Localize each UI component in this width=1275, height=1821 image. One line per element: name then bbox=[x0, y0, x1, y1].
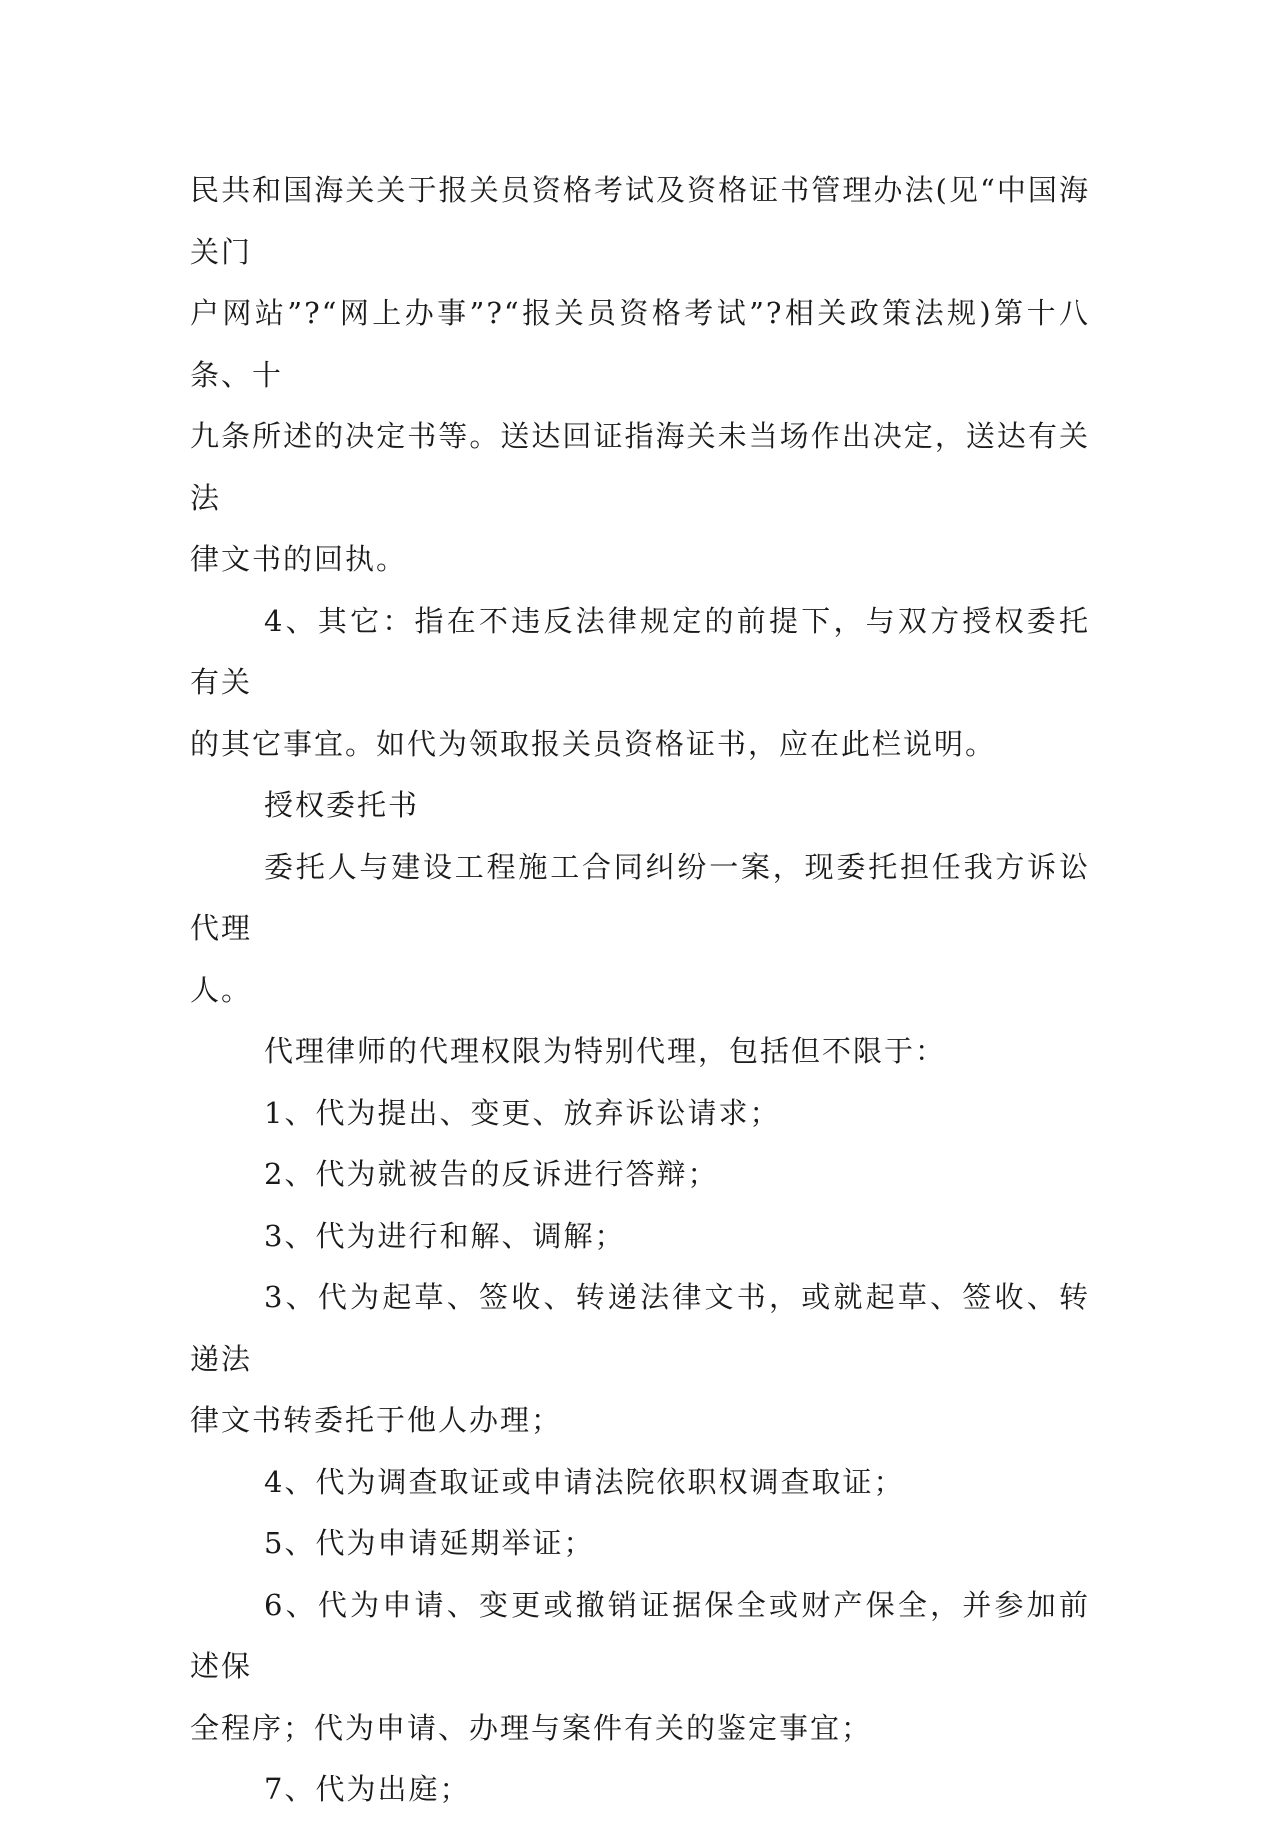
paragraph-other-matters bbox=[190, 591, 1090, 776]
text-line: 的其它事宜。如代为领取报关员资格证书，应在此栏说明。 bbox=[190, 726, 997, 761]
document-body bbox=[190, 160, 1090, 1821]
text-line: 5、代为申请延期举证； bbox=[264, 1526, 595, 1560]
text-line: 授权委托书 bbox=[264, 788, 420, 822]
text-line: 7、代为出庭； bbox=[264, 1772, 471, 1806]
list-item-4 bbox=[190, 1452, 1090, 1514]
text-line: 1、代为提出、变更、放弃诉讼请求； bbox=[264, 1095, 781, 1130]
text-line: 2、代为就被告的反诉进行答辩； bbox=[264, 1157, 719, 1191]
list-item-2 bbox=[190, 1144, 1090, 1206]
text-line: 3、代为起草、签收、转递法律文书，或就起草、签收、转递法 bbox=[190, 1280, 1090, 1376]
text-line: 全程序；代为申请、办理与案件有关的鉴定事宜； bbox=[190, 1710, 873, 1745]
text-line: 户网站”?“网上办事”?“报关员资格考试”?相关政策法规)第十八条、十 bbox=[190, 296, 1090, 392]
list-item-7 bbox=[190, 1759, 1090, 1821]
text-line: 民共和国海关关于报关员资格考试及资格证书管理办法(见“中国海关门 bbox=[190, 173, 1090, 269]
text-line: 委托人与建设工程施工合同纠纷一案，现委托担任我方诉讼代理 bbox=[190, 849, 1090, 945]
text-line: 律文书的回执。 bbox=[190, 542, 408, 576]
text-line: 6、代为申请、变更或撤销证据保全或财产保全，并参加前述保 bbox=[190, 1587, 1090, 1683]
text-line: 4、其它：指在不违反法律规定的前提下，与双方授权委托有关 bbox=[190, 603, 1090, 699]
list-item-3a bbox=[190, 1206, 1090, 1268]
list-item-1 bbox=[190, 1083, 1090, 1145]
paragraph-entrustment bbox=[190, 837, 1090, 1022]
section-heading-power-of-attorney bbox=[190, 775, 1090, 837]
text-line: 人。 bbox=[190, 972, 253, 1007]
list-item-6 bbox=[190, 1575, 1090, 1760]
text-line: 4、代为调查取证或申请法院依职权调查取证； bbox=[264, 1464, 905, 1499]
list-item-3b bbox=[190, 1267, 1090, 1452]
text-line: 3、代为进行和解、调解； bbox=[264, 1218, 626, 1253]
paragraph-customs-definition bbox=[190, 160, 1090, 591]
text-line: 九条所述的决定书等。送达回证指海关未当场作出决定，送达有关法 bbox=[190, 419, 1090, 515]
list-item-5 bbox=[190, 1513, 1090, 1575]
text-line: 律文书转委托于他人办理； bbox=[190, 1403, 563, 1437]
paragraph-agency-scope bbox=[190, 1021, 1090, 1083]
text-line: 代理律师的代理权限为特别代理，包括但不限于： bbox=[264, 1034, 947, 1068]
